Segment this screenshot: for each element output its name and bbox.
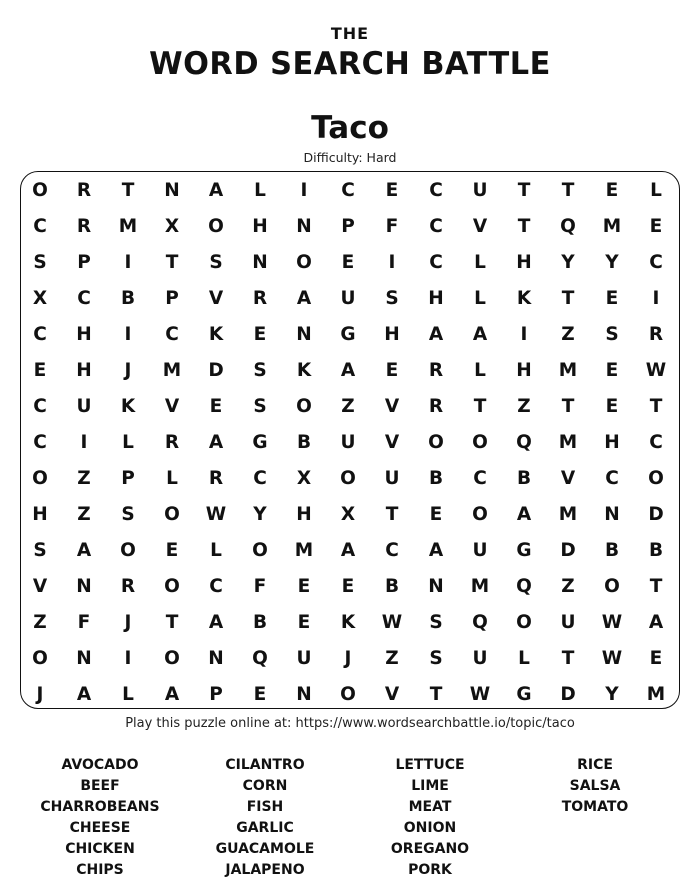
grid-cell[interactable]: H	[604, 432, 620, 453]
grid-row	[21, 353, 679, 389]
grid-cell[interactable]: A	[428, 324, 444, 345]
word-item: GARLIC	[236, 820, 294, 836]
grid-cell[interactable]: P	[77, 252, 91, 273]
word-item: RICE	[577, 757, 613, 773]
grid-cell[interactable]: T	[649, 576, 663, 597]
grid-cell[interactable]: C	[165, 324, 179, 345]
grid-cell[interactable]: N	[208, 648, 224, 669]
grid-cell[interactable]: M	[162, 360, 182, 381]
grid-cell[interactable]: K	[340, 612, 356, 633]
grid-cell[interactable]: B	[428, 468, 444, 489]
grid-cell[interactable]: T	[561, 288, 575, 309]
grid-cell[interactable]: T	[473, 396, 487, 417]
grid-cell[interactable]: A	[208, 180, 224, 201]
grid-cell[interactable]: E	[385, 360, 399, 381]
word-item: ONION	[403, 820, 457, 836]
grid-cell[interactable]: Z	[77, 504, 91, 525]
grid-cell[interactable]: Y	[253, 504, 267, 525]
grid-cell[interactable]: C	[33, 324, 47, 345]
grid-cell[interactable]: O	[208, 216, 224, 237]
grid-cell[interactable]: K	[296, 360, 312, 381]
grid-cell[interactable]: A	[340, 540, 356, 561]
grid-cell[interactable]: H	[76, 324, 92, 345]
grid-cell[interactable]: X	[340, 504, 356, 525]
puzzle-title: Taco	[311, 110, 389, 146]
grid-cell[interactable]: S	[33, 540, 47, 561]
grid-cell[interactable]: L	[518, 648, 530, 669]
grid-cell[interactable]: Y	[605, 252, 619, 273]
grid-cell[interactable]: K	[208, 324, 224, 345]
grid-cell[interactable]: L	[650, 180, 662, 201]
grid-row	[21, 605, 679, 641]
grid-cell[interactable]: O	[120, 540, 136, 561]
grid-cell[interactable]: N	[164, 180, 180, 201]
grid-cell[interactable]: S	[121, 504, 135, 525]
grid-cell[interactable]: M	[294, 540, 314, 561]
word-item: LETTUCE	[395, 757, 465, 773]
grid-cell[interactable]: P	[209, 684, 223, 705]
grid-cell[interactable]: O	[296, 396, 312, 417]
grid-row	[21, 281, 679, 317]
grid-cell[interactable]: R	[76, 216, 92, 237]
grid-cell[interactable]: W	[205, 504, 227, 525]
grid-cell[interactable]: O	[340, 684, 356, 705]
grid-row	[21, 677, 679, 713]
word-item: TOMATO	[561, 799, 629, 815]
grid-cell[interactable]: A	[164, 684, 180, 705]
grid-cell[interactable]: E	[165, 540, 179, 561]
word-column	[185, 755, 345, 881]
grid-cell[interactable]: R	[428, 396, 444, 417]
grid-cell[interactable]: E	[253, 684, 267, 705]
grid-cell[interactable]: E	[341, 576, 355, 597]
grid-cell[interactable]: T	[561, 396, 575, 417]
grid-cell[interactable]: U	[384, 468, 400, 489]
word-item: CORN	[242, 778, 288, 794]
word-item: CHIPS	[76, 862, 124, 878]
word-column	[20, 755, 180, 881]
grid-cell[interactable]: Z	[341, 396, 355, 417]
grid-cell[interactable]: M	[558, 432, 578, 453]
grid-row	[21, 497, 679, 533]
grid-cell[interactable]: U	[296, 648, 312, 669]
grid-cell[interactable]: W	[469, 684, 491, 705]
grid-cell[interactable]: U	[340, 432, 356, 453]
grid-cell[interactable]: O	[428, 432, 444, 453]
grid-cell[interactable]: H	[516, 252, 532, 273]
grid-cell[interactable]: E	[605, 360, 619, 381]
grid-cell[interactable]: U	[340, 288, 356, 309]
grid-cell[interactable]: I	[124, 648, 132, 669]
grid-cell[interactable]: H	[516, 360, 532, 381]
word-item: SALSA	[569, 778, 621, 794]
grid-cell[interactable]: E	[297, 576, 311, 597]
grid-cell[interactable]: O	[604, 576, 620, 597]
grid-cell[interactable]: S	[429, 648, 443, 669]
grid-cell[interactable]: E	[209, 396, 223, 417]
grid-cell[interactable]: Q	[472, 612, 488, 633]
grid-cell[interactable]: X	[164, 216, 180, 237]
word-item: PORK	[408, 862, 452, 878]
grid-cell[interactable]: W	[601, 648, 623, 669]
grid-cell[interactable]: U	[472, 540, 488, 561]
grid-cell[interactable]: S	[605, 324, 619, 345]
grid-cell[interactable]: Q	[516, 432, 532, 453]
grid-cell[interactable]: B	[604, 540, 620, 561]
grid-cell[interactable]: T	[517, 180, 531, 201]
grid-cell[interactable]: I	[520, 324, 528, 345]
grid-cell[interactable]: G	[516, 540, 532, 561]
grid-cell[interactable]: U	[472, 648, 488, 669]
grid-cell[interactable]: R	[648, 324, 664, 345]
grid-cell[interactable]: I	[124, 252, 132, 273]
grid-cell[interactable]: M	[118, 216, 138, 237]
grid-cell[interactable]: T	[429, 684, 443, 705]
grid-cell[interactable]: I	[300, 180, 308, 201]
grid-cell[interactable]: J	[36, 684, 44, 705]
grid-cell[interactable]: C	[77, 288, 91, 309]
grid-cell[interactable]: S	[209, 252, 223, 273]
grid-cell[interactable]: H	[76, 360, 92, 381]
grid-cell[interactable]: L	[254, 180, 266, 201]
grid-cell[interactable]: J	[124, 360, 132, 381]
grid-cell[interactable]: E	[429, 504, 443, 525]
grid-cell[interactable]: V	[32, 576, 48, 597]
grid-cell[interactable]: P	[165, 288, 179, 309]
grid-cell[interactable]: L	[166, 468, 178, 489]
grid-cell[interactable]: X	[32, 288, 48, 309]
grid-cell[interactable]: C	[33, 432, 47, 453]
grid-cell[interactable]: G	[516, 684, 532, 705]
grid-cell[interactable]: E	[649, 648, 663, 669]
word-column	[515, 755, 675, 818]
grid-cell[interactable]: Z	[561, 576, 575, 597]
grid-cell[interactable]: A	[516, 504, 532, 525]
grid-cell[interactable]: C	[429, 216, 443, 237]
grid-cell[interactable]: B	[252, 612, 268, 633]
grid-cell[interactable]: G	[252, 432, 268, 453]
grid-cell[interactable]: C	[33, 216, 47, 237]
grid-cell[interactable]: F	[385, 216, 399, 237]
grid-cell[interactable]: A	[208, 432, 224, 453]
grid-cell[interactable]: A	[208, 612, 224, 633]
grid-row	[21, 245, 679, 281]
grid-cell[interactable]: R	[428, 360, 444, 381]
grid-cell[interactable]: N	[604, 504, 620, 525]
word-item: CHARROBEANS	[40, 799, 160, 815]
grid-cell[interactable]: L	[210, 540, 222, 561]
brand-the: THE	[330, 24, 370, 43]
grid-cell[interactable]: A	[472, 324, 488, 345]
grid-cell[interactable]: Q	[516, 576, 532, 597]
grid-cell[interactable]: H	[428, 288, 444, 309]
grid-cell[interactable]: N	[76, 648, 92, 669]
grid-cell[interactable]: M	[602, 216, 622, 237]
grid-cell[interactable]: S	[429, 612, 443, 633]
grid-cell[interactable]: T	[165, 252, 179, 273]
grid-cell[interactable]: B	[384, 576, 400, 597]
grid-cell[interactable]: B	[648, 540, 664, 561]
grid-cell[interactable]: E	[649, 216, 663, 237]
grid-cell[interactable]: S	[253, 396, 267, 417]
grid-cell[interactable]: N	[296, 216, 312, 237]
grid-cell[interactable]: R	[76, 180, 92, 201]
grid-cell[interactable]: T	[165, 612, 179, 633]
grid-cell[interactable]: H	[252, 216, 268, 237]
brand-logo: WORD SEARCH BATTLE	[149, 46, 551, 82]
grid-cell[interactable]: W	[601, 612, 623, 633]
grid-cell[interactable]: O	[32, 180, 48, 201]
grid-row	[21, 173, 679, 209]
grid-cell[interactable]: L	[122, 432, 134, 453]
word-item: GUACAMOLE	[215, 841, 315, 857]
word-item: JALAPENO	[225, 862, 305, 878]
grid-cell[interactable]: I	[388, 252, 396, 273]
grid-cell[interactable]: C	[429, 252, 443, 273]
word-column	[350, 755, 510, 881]
grid-cell[interactable]: Q	[252, 648, 268, 669]
grid-cell[interactable]: V	[560, 468, 576, 489]
grid-cell[interactable]: V	[208, 288, 224, 309]
grid-cell[interactable]: Z	[77, 468, 91, 489]
grid-cell[interactable]: V	[164, 396, 180, 417]
grid-cell[interactable]: C	[209, 576, 223, 597]
grid-cell[interactable]: C	[649, 252, 663, 273]
grid-cell[interactable]: D	[560, 540, 576, 561]
grid-cell[interactable]: P	[121, 468, 135, 489]
word-item: AVOCADO	[61, 757, 139, 773]
grid-cell[interactable]: N	[296, 684, 312, 705]
grid-cell[interactable]: R	[120, 576, 136, 597]
grid-cell[interactable]: D	[648, 504, 664, 525]
grid-cell[interactable]: O	[472, 432, 488, 453]
grid-cell[interactable]: E	[605, 396, 619, 417]
word-item: FISH	[246, 799, 284, 815]
grid-cell[interactable]: M	[470, 576, 490, 597]
online-link-text: Play this puzzle online at: https://www.wordsearchbattle.io/topic/taco	[125, 716, 575, 731]
grid-cell[interactable]: I	[652, 288, 660, 309]
grid-cell[interactable]: Z	[517, 396, 531, 417]
grid-cell[interactable]: V	[384, 396, 400, 417]
grid-cell[interactable]: N	[428, 576, 444, 597]
grid-cell[interactable]: U	[76, 396, 92, 417]
grid-cell[interactable]: H	[384, 324, 400, 345]
grid-cell[interactable]: W	[381, 612, 403, 633]
grid-cell[interactable]: J	[124, 612, 132, 633]
grid-cell[interactable]: V	[384, 432, 400, 453]
grid-cell[interactable]: G	[340, 324, 356, 345]
word-item: CILANTRO	[225, 757, 305, 773]
grid-cell[interactable]: N	[296, 324, 312, 345]
grid-cell[interactable]: O	[32, 468, 48, 489]
grid-cell[interactable]: O	[296, 252, 312, 273]
grid-cell[interactable]: C	[385, 540, 399, 561]
grid-cell[interactable]: E	[341, 252, 355, 273]
grid-cell[interactable]: H	[296, 504, 312, 525]
word-item: LIME	[411, 778, 449, 794]
grid-cell[interactable]: F	[77, 612, 91, 633]
grid-cell[interactable]: C	[429, 180, 443, 201]
grid-cell[interactable]: T	[385, 504, 399, 525]
grid-cell[interactable]: W	[645, 360, 667, 381]
grid-cell[interactable]: B	[296, 432, 312, 453]
grid-row	[21, 209, 679, 245]
grid-cell[interactable]: F	[253, 576, 267, 597]
difficulty-label: Difficulty: Hard	[303, 150, 397, 165]
grid-cell[interactable]: V	[384, 684, 400, 705]
grid-cell[interactable]: C	[33, 396, 47, 417]
grid-cell[interactable]: Z	[385, 648, 399, 669]
grid-cell[interactable]: E	[385, 180, 399, 201]
grid-cell[interactable]: E	[253, 324, 267, 345]
grid-cell[interactable]: B	[120, 288, 136, 309]
grid-cell[interactable]: A	[428, 540, 444, 561]
word-item: BEEF	[80, 778, 120, 794]
grid-cell[interactable]: S	[385, 288, 399, 309]
grid-cell[interactable]: U	[472, 180, 488, 201]
grid-cell[interactable]: Z	[33, 612, 47, 633]
grid-cell[interactable]: T	[649, 396, 663, 417]
grid-cell[interactable]: O	[340, 468, 356, 489]
grid-cell[interactable]: L	[122, 684, 134, 705]
grid-cell[interactable]: E	[297, 612, 311, 633]
grid-cell[interactable]: X	[296, 468, 312, 489]
grid-cell[interactable]: V	[472, 216, 488, 237]
grid-cell[interactable]: R	[164, 432, 180, 453]
grid-row	[21, 425, 679, 461]
grid-cell[interactable]: E	[605, 180, 619, 201]
grid-cell[interactable]: C	[605, 468, 619, 489]
grid-cell[interactable]: C	[473, 468, 487, 489]
grid-cell[interactable]: Q	[560, 216, 576, 237]
grid-cell[interactable]: Y	[561, 252, 575, 273]
grid-cell[interactable]: C	[253, 468, 267, 489]
grid-cell[interactable]: K	[120, 396, 136, 417]
grid-cell[interactable]: E	[33, 360, 47, 381]
grid-cell[interactable]: L	[474, 252, 486, 273]
word-item: CHEESE	[69, 820, 131, 836]
grid-cell[interactable]: O	[648, 468, 664, 489]
grid-cell[interactable]: K	[516, 288, 532, 309]
grid-row	[21, 461, 679, 497]
grid-cell[interactable]: P	[341, 216, 355, 237]
grid-cell[interactable]: O	[472, 504, 488, 525]
grid-cell[interactable]: Z	[561, 324, 575, 345]
grid-cell[interactable]: A	[648, 612, 664, 633]
grid-cell[interactable]: O	[252, 540, 268, 561]
grid-cell[interactable]: L	[474, 288, 486, 309]
grid-cell[interactable]: E	[605, 288, 619, 309]
grid-cell[interactable]: T	[121, 180, 135, 201]
grid-cell[interactable]: A	[340, 360, 356, 381]
grid-cell[interactable]: C	[341, 180, 355, 201]
grid-cell[interactable]: M	[646, 684, 666, 705]
grid-row	[21, 569, 679, 605]
grid-cell[interactable]: T	[561, 180, 575, 201]
word-item: CHICKEN	[65, 841, 135, 857]
grid-cell[interactable]: Y	[605, 684, 619, 705]
grid-cell[interactable]: L	[474, 360, 486, 381]
grid-cell[interactable]: D	[560, 684, 576, 705]
word-item: OREGANO	[390, 841, 470, 857]
grid-cell[interactable]: O	[164, 648, 180, 669]
grid-cell[interactable]: B	[516, 468, 532, 489]
grid-cell[interactable]: N	[76, 576, 92, 597]
grid-cell[interactable]: A	[76, 540, 92, 561]
grid-cell[interactable]: N	[252, 252, 268, 273]
grid-row	[21, 641, 679, 677]
word-item: MEAT	[408, 799, 452, 815]
grid-cell[interactable]: O	[516, 612, 532, 633]
grid-cell[interactable]: A	[76, 684, 92, 705]
grid-cell[interactable]: J	[344, 648, 352, 669]
grid-cell[interactable]: S	[253, 360, 267, 381]
grid-cell[interactable]: R	[208, 468, 224, 489]
grid-row	[21, 389, 679, 425]
grid-cell[interactable]: I	[124, 324, 132, 345]
grid-cell[interactable]: C	[649, 432, 663, 453]
grid-cell[interactable]: U	[560, 612, 576, 633]
grid-cell[interactable]: H	[32, 504, 48, 525]
grid-row	[21, 533, 679, 569]
letter-grid[interactable]	[20, 171, 680, 709]
grid-cell[interactable]: I	[80, 432, 88, 453]
grid-cell[interactable]: T	[561, 648, 575, 669]
grid-cell[interactable]: O	[164, 504, 180, 525]
grid-cell[interactable]: A	[296, 288, 312, 309]
grid-row	[21, 317, 679, 353]
grid-cell[interactable]: M	[558, 360, 578, 381]
grid-cell[interactable]: S	[33, 252, 47, 273]
grid-cell[interactable]: D	[208, 360, 224, 381]
grid-cell[interactable]: M	[558, 504, 578, 525]
grid-cell[interactable]: R	[252, 288, 268, 309]
grid-cell[interactable]: T	[517, 216, 531, 237]
grid-cell[interactable]: O	[32, 648, 48, 669]
grid-cell[interactable]: O	[164, 576, 180, 597]
